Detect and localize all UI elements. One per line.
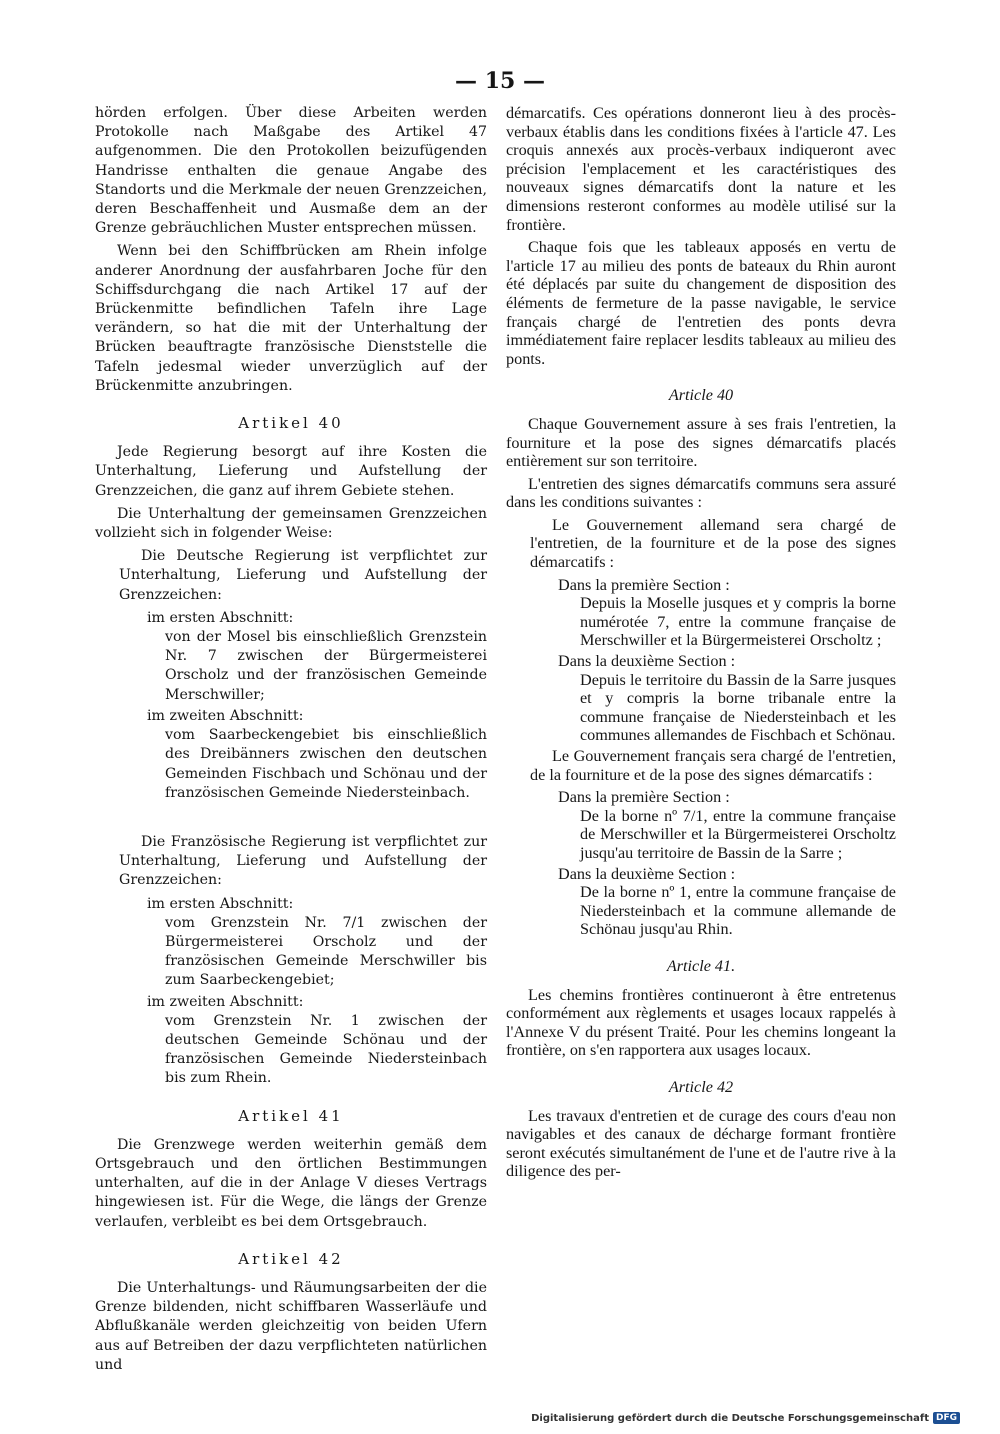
german-section-label: im zweiten Abschnitt: [147,707,304,724]
french-section-label: Dans la première Section : [558,788,730,807]
article-heading: Artikel 40 [238,414,344,433]
article-heading: Article 42 [668,1077,734,1096]
article-heading: Artikel 41 [238,1106,344,1125]
german-paragraph: Jede Regierung besorgt auf ihre Kosten die Unterhaltung, Lieferung und Aufstellung der Grenzzeichen, die ganz auf ihrem Gebiete stehen. [95,444,487,499]
german-section-text: vom Grenzstein Nr. 7/1 zwischen der Bürgermeisterei Orscholz und der französischen Gemeinde Merschwiller bis zum Saarbeckengebiet; [165,914,487,989]
german-paragraph: Die Unterhaltungs- und Räumungsarbeiten der die Grenze bildenden, nicht schiffbaren Wasserläufe und Abflußkanäle werden gleichzeitig von beiden Ufern aus auf Betreiben der dazu verpflichteten natürlichen und [95,1279,487,1373]
dfg-logo: DFG [933,1412,960,1424]
article-heading: Article 41. [666,956,736,975]
article-heading: Artikel 42 [238,1249,344,1268]
german-paragraph: Die Unterhaltung der gemeinsamen Grenzzeichen vollzieht sich in folgender Weise: [95,505,487,542]
french-column [506,104,896,1185]
german-paragraph: Die Grenzwege werden weiterhin gemäß dem Ortsgebrauch und den örtlichen Bestimmungen unterhalten, auf die in der Anlage V dieses Vertrags hingewiesen ist. Für die Wege, die längs der Grenze verlaufen, verbleibt es bei dem Ortsgebrauch. [95,1136,487,1230]
german-paragraph: Die Französische Regierung ist verpflichtet zur Unterhaltung, Lieferung und Aufstellung der Grenzzeichen: [119,833,487,889]
french-section-text: Depuis le territoire du Bassin de la Sarre jusques et y compris la borne tribanale entre la commune française de Niedersteinbach et les communes allemandes de Fischbach et Schönau. [580,670,896,745]
french-paragraph: Le Gouvernement allemand sera chargé de l'entretien, de la fourniture et de la pose des signes démarcatifs : [530,515,896,572]
german-paragraph: hörden erfolgen. Über diese Arbeiten werden Protokolle nach Maßgabe des Artikel 47 aufgenommen. Die den Protokollen beizufügenden Handrisse enthalten die genaue Angabe des Standorts und die Merkmale der neuen Grenzzeichen, deren Beschaffenheit und Ausmaße dem an der Grenze gebräuchlichen Muster entsprechen müssen. [95,105,487,237]
german-section-label: im zweiten Abschnitt: [147,993,304,1010]
article-heading: Article 40 [668,386,734,405]
french-section-text: De la borne nº 7/1, entre la commune française de Merschwiller et la Bürgermeisterei Orscholtz jusqu'au territoire de Bassin de la Sarre ; [580,806,896,862]
german-column [95,104,487,1379]
german-section-text: vom Saarbeckengebiet bis einschließlich des Dreibänners zwischen den deutschen Gemeinden Fischbach und Schönau und der französischen Gemeinde Niedersteinbach. [165,727,487,801]
german-section-text: vom Grenzstein Nr. 1 zwischen der deutschen Gemeinde Schönau und der französischen Gemeinde Niedersteinbach bis zum Rhein. [165,1012,487,1087]
page-number: — 15 — [455,68,545,94]
french-paragraph: L'entretien des signes démarcatifs communs sera assuré dans les conditions suivantes : [506,474,896,512]
german-section-text: von der Mosel bis einschließlich Grenzstein Nr. 7 zwischen der Bürgermeisterei Orscholz und der französischen Gemeinde Merschwiller; [165,629,487,703]
french-paragraph: démarcatifs. Ces opérations donneront lieu à des procès-verbaux établis dans les conditions fixées à l'article 47. Les croquis annexés aux procès-verbaux indiqueront avec précision l'emplacement et les caractéristiques des nouveaux signes démarcatifs dont la nature et les dimensions resteront conformes au modèle utilisé sur la frontière. [506,104,896,234]
french-section-text: De la borne nº 1, entre la commune française de Niedersteinbach et la commune allemande de Schönau jusqu'au Rhin. [580,883,896,939]
french-section-label: Dans la deuxième Section : [558,864,736,883]
german-paragraph: Die Deutsche Regierung ist verpflichtet zur Unterhaltung, Lieferung und Aufstellung der Grenzzeichen: [119,548,487,603]
french-paragraph: Le Gouvernement français sera chargé de l'entretien, de la fourniture et de la pose des signes démarcatifs : [530,747,896,784]
french-paragraph: Chaque Gouvernement assure à ses frais l'entretien, la fourniture et la pose des signes démarcatifs placés entièrement sur son territoire. [506,414,896,471]
digitization-credit [531,1412,960,1424]
german-section-label: im ersten Abschnitt: [147,895,294,912]
french-paragraph: Chaque fois que les tableaux apposés en vertu de l'article 17 au milieu des ponts de bateaux du Rhin auront été déplacés par suite du changement de disposition des éléments de fermeture de la passe navigable, le service français chargé de l'entretien des ponts devra immédiatement faire replacer lesdits tableaux au milieu des ponts. [506,238,896,368]
french-section-text: Depuis la Moselle jusques et y compris la borne numérotée 7, entre la commune française de Merschwiller et la Bürgermeisterei Orscholtz ; [580,594,896,650]
german-section-label: im ersten Abschnitt: [147,609,294,626]
french-section-label: Dans la première Section : [558,575,730,594]
german-paragraph: Wenn bei den Schiffbrücken am Rhein infolge anderer Anordnung der ausfahrbaren Joche für den Schiffsdurchgang die nach Artikel 17 auf der Brückenmitte befindlichen Tafeln ihre Lage verändern, so hat die mit der Unterhaltung der Brücken beauftragte französische Dienststelle die Tafeln jedesmal wieder unverzüglich auf der Brückenmitte anzubringen. [95,243,487,394]
french-section-label: Dans la deuxième Section : [558,652,736,671]
footer-text: Digitalisierung gefördert durch die Deutsche Forschungsgemeinschaft [531,1412,929,1424]
french-paragraph: Les chemins frontières continueront à être entretenus conformément aux règlements et usages locaux rappelés à l'Annexe V du présent Traité. Pour les chemins longeant la frontière, on s'en rapportera aux usages locaux. [506,985,896,1060]
french-paragraph: Les travaux d'entretien et de curage des cours d'eau non navigables et des canaux de décharge formant frontière seront exécutés simultanément de l'une et de l'autre rive à la diligence des per- [506,1106,896,1181]
